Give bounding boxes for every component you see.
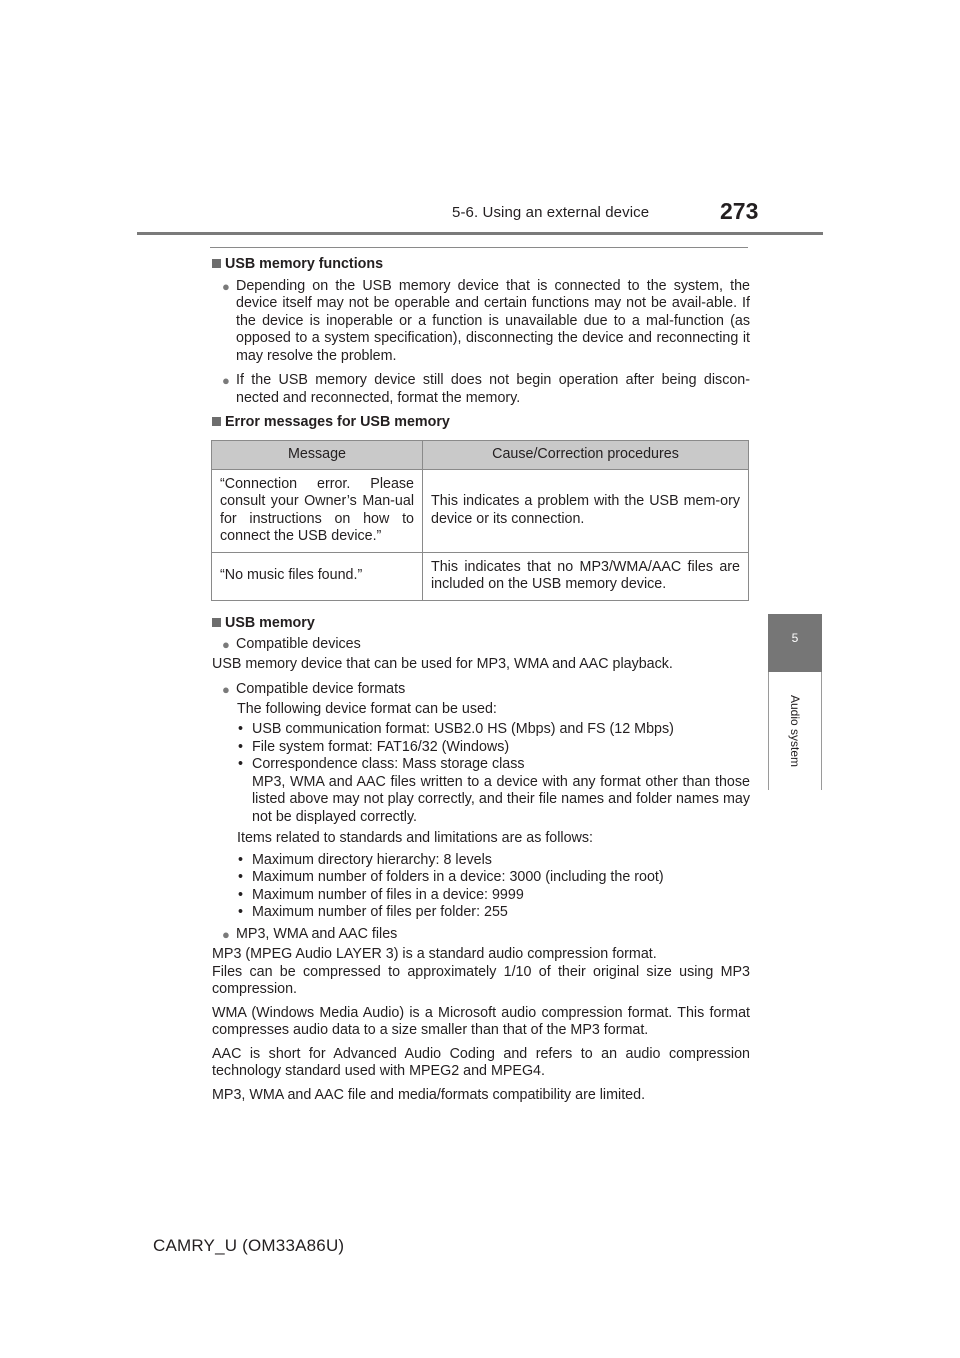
bullet-icon: ● bbox=[222, 926, 230, 942]
limit-item: Maximum number of files in a device: 9999 bbox=[252, 886, 524, 903]
format-item: File system format: FAT16/32 (Windows) bbox=[252, 738, 510, 755]
list-item bbox=[222, 926, 750, 944]
list-item bbox=[222, 636, 750, 654]
table-header-row bbox=[212, 440, 749, 469]
list-item bbox=[237, 869, 750, 887]
list-item bbox=[222, 278, 750, 366]
bullet-text: Compatible devices bbox=[236, 636, 361, 652]
heading-text: USB memory functions bbox=[225, 256, 384, 272]
format-list bbox=[237, 721, 750, 826]
message-cell: “No music files found.” bbox=[212, 552, 423, 600]
sub-bullet-icon: • bbox=[238, 756, 244, 772]
list-item bbox=[222, 681, 750, 699]
paragraph: WMA (Windows Media Audio) is a Microsoft audio compression format. This format compresses audio data to a size smaller than that of the MP3 format. bbox=[212, 1004, 750, 1038]
limits-list bbox=[237, 852, 750, 922]
page-number: 273 bbox=[720, 198, 759, 224]
format-note bbox=[237, 774, 750, 827]
sub-bullet-icon: • bbox=[238, 738, 244, 755]
sub-bullet-icon: • bbox=[238, 869, 244, 885]
square-bullet-icon bbox=[212, 259, 221, 268]
list-item bbox=[237, 887, 750, 905]
heading-text: USB memory bbox=[225, 614, 315, 631]
format-item: Correspondence class: Mass storage class bbox=[252, 756, 525, 772]
content-divider bbox=[210, 247, 748, 248]
paragraph: MP3 (MPEG Audio LAYER 3) is a standard audio compression format. Files can be compressed to approximately 1/10 of their original size using MP3 compression. bbox=[212, 946, 750, 997]
formats-block bbox=[237, 701, 750, 922]
chapter-tab bbox=[768, 614, 822, 672]
square-bullet-icon bbox=[212, 417, 221, 426]
paragraph: MP3, WMA and AAC file and media/formats compatibility are limited. bbox=[212, 1086, 646, 1103]
limits-intro: Items related to standards and limitations are as follows: bbox=[237, 830, 594, 846]
sub-bullet-icon: • bbox=[238, 851, 244, 868]
bullet-icon: ● bbox=[222, 637, 230, 652]
column-header-message: Message bbox=[212, 440, 423, 469]
sub-bullet-icon: • bbox=[238, 721, 244, 737]
limit-item: Maximum directory hierarchy: 8 levels bbox=[252, 851, 492, 868]
cause-cell: This indicates that no MP3/WMA/AAC files are included on the USB memory device. bbox=[423, 552, 749, 600]
format-note-text: MP3, WMA and AAC files written to a device with any format other than those listed above may not play correctly, and their file names and folder names may not be displayed correctly. bbox=[252, 773, 750, 825]
limit-item: Maximum number of folders in a device: 3000 (including the root) bbox=[252, 869, 664, 885]
sub-bullet-icon: • bbox=[238, 904, 244, 920]
column-header-cause: Cause/Correction procedures bbox=[423, 440, 749, 469]
square-bullet-icon bbox=[212, 618, 221, 627]
table-row bbox=[212, 469, 749, 552]
heading-text: Error messages for USB memory bbox=[225, 414, 450, 430]
compatible-devices-text: USB memory device that can be used for MP3, WMA and AAC playback. bbox=[212, 655, 673, 672]
list-item bbox=[237, 852, 750, 870]
list-item bbox=[222, 372, 750, 407]
message-cell: “Connection error. Please consult your Owner’s Man-ual for instructions on how to connect the USB device.” bbox=[212, 469, 423, 552]
list-item bbox=[237, 756, 750, 774]
sub-bullet-icon: • bbox=[238, 886, 244, 903]
header-divider bbox=[137, 232, 823, 235]
table-row bbox=[212, 552, 749, 600]
chapter-number: 5 bbox=[791, 631, 799, 645]
error-message-table bbox=[211, 440, 749, 601]
cause-cell: This indicates a problem with the USB mem-ory device or its connection. bbox=[423, 469, 749, 552]
bullet-text: Depending on the USB memory device that is connected to the system, the device itself may not be operable and certain functions may not be avail-able. If the device is inoperable or a function is unavailable due to a mal-function (as opposed to a system specification), disconnecting the device and reconnecting it may resolve the problem. bbox=[236, 277, 750, 364]
bullet-icon: ● bbox=[222, 682, 230, 697]
bullet-text: MP3, WMA and AAC files bbox=[236, 925, 398, 942]
footer-model-code: CAMRY_U (OM33A86U) bbox=[153, 1236, 345, 1255]
list-item bbox=[237, 721, 750, 739]
chapter-label: Audio system bbox=[788, 695, 802, 768]
bullet-icon: ● bbox=[222, 278, 230, 294]
bullet-text: If the USB memory device still does not begin operation after being discon-nected and reconnected, format the memory. bbox=[236, 372, 750, 406]
section-heading-usb-memory bbox=[212, 615, 750, 633]
formats-intro: The following device format can be used: bbox=[237, 700, 497, 717]
list-item bbox=[237, 739, 750, 757]
page-content bbox=[212, 256, 750, 1110]
bullet-text: Compatible device formats bbox=[236, 681, 406, 697]
section-heading-error-messages bbox=[212, 414, 750, 432]
bullet-icon: ● bbox=[222, 373, 230, 388]
format-item: USB communication format: USB2.0 HS (Mbps) and FS (12 Mbps) bbox=[252, 721, 674, 737]
list-item bbox=[237, 904, 750, 922]
limit-item: Maximum number of files per folder: 255 bbox=[252, 904, 508, 920]
section-heading-usb-functions bbox=[212, 256, 750, 274]
section-title: 5-6. Using an external device bbox=[452, 204, 650, 221]
paragraph: AAC is short for Advanced Audio Coding and refers to an audio compression technology standard used with MPEG2 and MPEG4. bbox=[212, 1045, 750, 1079]
